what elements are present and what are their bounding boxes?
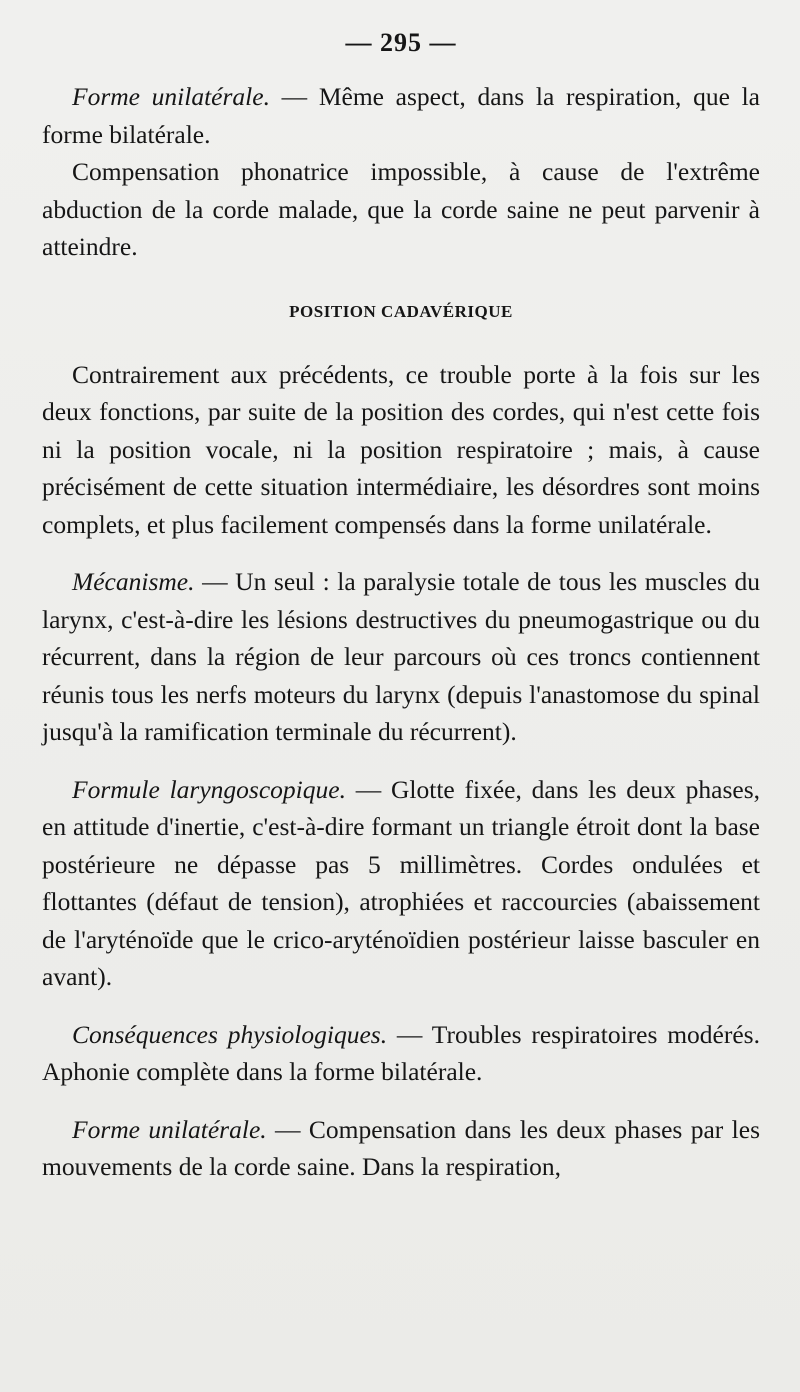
paragraph-lead: Mécanisme. bbox=[72, 567, 195, 596]
paragraph-text: Contrairement aux précédents, ce trouble porte à la fois sur les deux fonctions, par suite de la position des cordes, qui n'est cette fois ni la position vocale, ni la position respiratoire ; mais, à cause précisément de cette situation intermédiaire, les désordres sont moins complets, et plus facilement compensés dans la forme unilatérale. bbox=[42, 359, 760, 539]
paragraph-mecanisme bbox=[42, 563, 760, 751]
paragraph-text: — Glotte fixée, dans les deux phases, en attitude d'inertie, c'est-à-dire formant un triangle étroit dont la base postérieure ne dépasse pas 5 millimètres. Cordes ondulées et flottantes (défaut de tension), atrophiées et raccourcies (abaissement de l'aryténoïde que le crico-aryténoïdien postérieur laisse basculer en avant). bbox=[42, 774, 760, 991]
paragraph-text: Compensation phonatrice impossible, à cause de l'extrême abduction de la corde malade, que la corde saine ne peut parvenir à atteindre. bbox=[42, 157, 760, 261]
paragraph-lead: Forme unilatérale. bbox=[72, 1114, 267, 1144]
paragraph-text: — Un seul : la paralysie totale de tous les muscles du larynx, c'est-à-dire les lésions destructives du pneumogastrique ou du récurrent, dans la région de leur parcours où ces troncs contiennent réunis tous les nerfs moteurs du larynx (depuis l'anastomose du spinal jusqu'à la ramification terminale du récurrent). bbox=[42, 567, 760, 746]
paragraph-compensation bbox=[42, 153, 760, 266]
paragraph-consequences bbox=[42, 1016, 760, 1091]
paragraph-lead: Formule laryngoscopique. bbox=[72, 774, 346, 804]
section-heading: POSITION CADAVÉRIQUE bbox=[289, 301, 513, 321]
paragraph-text: — Compensation dans les deux phases par les mouvements de la corde saine. Dans la respiration, bbox=[42, 1114, 760, 1181]
paragraph-lead: Conséquences physiologiques. bbox=[72, 1019, 388, 1049]
paragraph-text: — Même aspect, dans la respiration, que la forme bilatérale. bbox=[42, 82, 760, 149]
paragraph-forme-unilaterale-2 bbox=[42, 1111, 760, 1186]
paragraph-forme-unilaterale-1 bbox=[42, 78, 760, 153]
paragraph-contrairement bbox=[42, 356, 760, 544]
paragraph-formule-laryngoscopique bbox=[42, 771, 760, 996]
paragraph-text: — Troubles respiratoires modérés. Aphonie complète dans la forme bilatérale. bbox=[42, 1019, 760, 1086]
paragraph-lead: Forme unilatérale. bbox=[72, 82, 270, 111]
page-number: — 295 — bbox=[345, 28, 457, 57]
